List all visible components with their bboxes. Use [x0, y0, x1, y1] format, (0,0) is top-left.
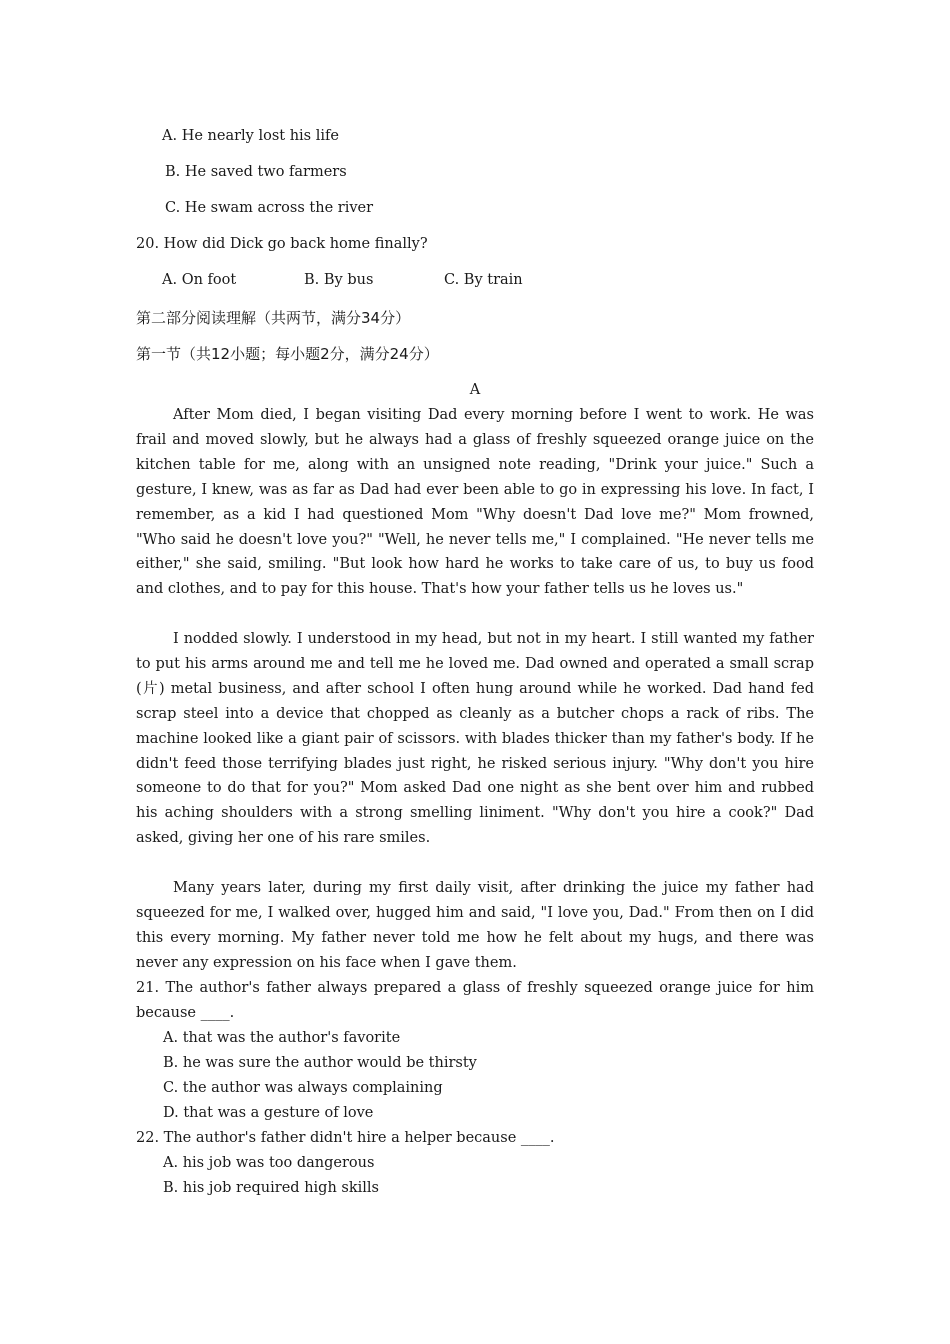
q20-question: 20. How did Dick go back home finally?: [136, 236, 428, 252]
q21-option-b: B. he was sure the author would be thirsty: [163, 1055, 477, 1071]
part2-heading: 第二部分阅读理解（共两节，满分34分）: [136, 309, 411, 327]
passage-label: A: [469, 382, 481, 398]
section1-heading: 第一节（共12小题；每小题2分，满分24分）: [136, 345, 439, 363]
q20-option-b: B. By bus: [304, 272, 374, 288]
passage-paragraph-2: I nodded slowly. I understood in my head, but not in my heart. I still wanted my father to put his arms around me and tell me he loved me. Dad owned and operated a small scrap (片) metal business, and after school I often hung around while he worked. Dad hand fed scrap steel into a device that chopped as cleanly as a butcher chops a rack of ribs. The machine looked like a giant pair of scissors. with blades thicker than my father's body. If he didn't feed those terrifying blades just right, he risked serious injury. "Why don't you hire someone to do that for you?" Mom asked Dad one night as she bent over him and rubbed his aching shoulders with a strong smelling liniment. "Why don't you hire a cook?" Dad asked, giving her one of his rare smiles.: [136, 631, 814, 847]
passage-paragraph-1: After Mom died, I began visiting Dad every morning before I went to work. He was frail and moved slowly, but he always had a glass of freshly squeezed orange juice on the kitchen table for me, along with an unsigned note reading, "Drink your juice." Such a gesture, I knew, was as far as Dad had ever been able to go in expressing his love. In fact, I remember, as a kid I had questioned Mom "Why doesn't Dad love me?" Mom frowned, "Who said he doesn't love you?" "Well, he never tells me," I complained. "He never tells me either," she said, smiling. "But look how hard he works to take care of us, to buy us food and clothes, and to pay for this house. That's how your father tells us he loves us.": [136, 407, 814, 598]
q21-question: 21. The author's father always prepared a glass of freshly squeezed orange juice for him because ____.: [136, 980, 814, 1021]
q21-option-c: C. the author was always complaining: [163, 1080, 443, 1096]
q21-option-a: A. that was the author's favorite: [163, 1030, 401, 1046]
q22-option-b: B. his job required high skills: [163, 1180, 379, 1196]
passage-paragraph-3: Many years later, during my first daily visit, after drinking the juice my father had squeezed for me, I walked over, hugged him and said, "I love you, Dad." From then on I did this every morning. My father never told me how he felt about my hugs, and there was never any expression on his face when I gave them.: [136, 880, 814, 971]
q22-option-a: A. his job was too dangerous: [163, 1155, 375, 1171]
q22-question: 22. The author's father didn't hire a helper because ____.: [136, 1130, 555, 1146]
q20-option-c: C. By train: [444, 272, 523, 288]
q19-option-a: A. He nearly lost his life: [162, 128, 339, 144]
q19-option-c: C. He swam across the river: [165, 200, 374, 216]
q19-option-b: B. He saved two farmers: [165, 164, 347, 180]
q21-option-d: D. that was a gesture of love: [163, 1105, 374, 1121]
q20-option-a: A. On foot: [162, 272, 237, 288]
